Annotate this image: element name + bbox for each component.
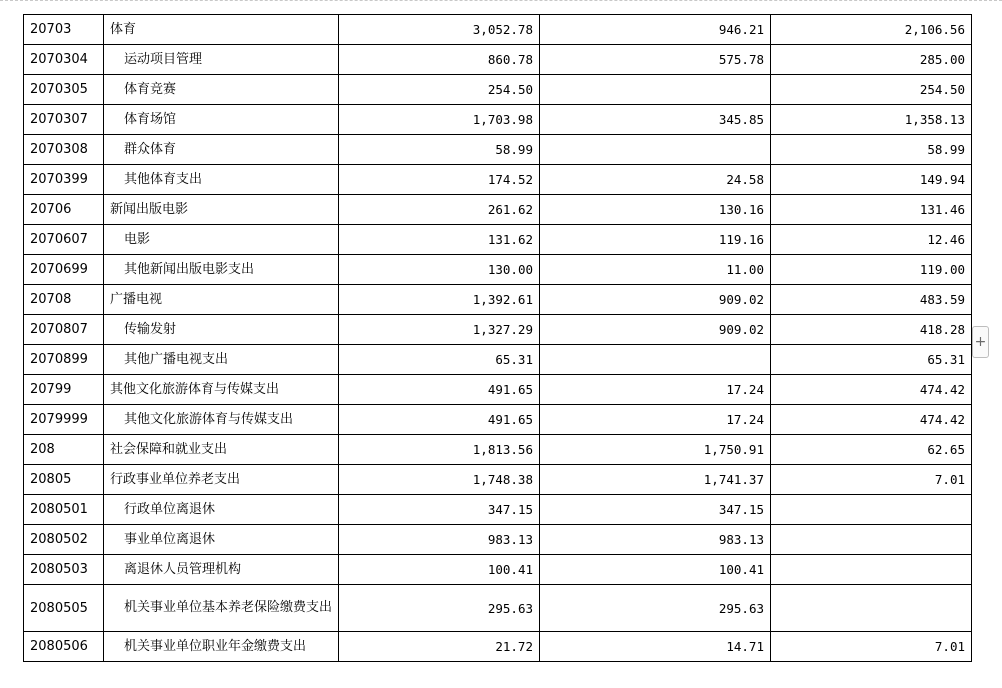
cell-name: 体育场馆 [104, 105, 339, 135]
cell-code: 2070807 [24, 315, 104, 345]
cell-amount-basic: 17.24 [540, 405, 771, 435]
cell-code: 20805 [24, 465, 104, 495]
cell-amount-basic: 345.85 [540, 105, 771, 135]
cell-amount-total: 1,327.29 [339, 315, 540, 345]
cell-amount-project: 474.42 [771, 405, 972, 435]
cell-code: 20708 [24, 285, 104, 315]
table-row [24, 285, 972, 315]
table-row [24, 345, 972, 375]
cell-amount-total: 491.65 [339, 375, 540, 405]
cell-amount-basic: 130.16 [540, 195, 771, 225]
table-row [24, 465, 972, 495]
cell-amount-total: 347.15 [339, 495, 540, 525]
plus-icon: + [974, 334, 987, 350]
cell-code: 2070607 [24, 225, 104, 255]
cell-name: 电影 [104, 225, 339, 255]
cell-amount-project: 483.59 [771, 285, 972, 315]
cell-amount-total: 58.99 [339, 135, 540, 165]
table-row [24, 15, 972, 45]
cell-name: 传输发射 [104, 315, 339, 345]
cell-amount-total: 295.63 [339, 585, 540, 632]
cell-code: 2080503 [24, 555, 104, 585]
table-row [24, 195, 972, 225]
cell-amount-total: 3,052.78 [339, 15, 540, 45]
table-row [24, 632, 972, 662]
cell-amount-basic: 24.58 [540, 165, 771, 195]
cell-amount-basic [540, 345, 771, 375]
cell-code: 2080506 [24, 632, 104, 662]
cell-amount-basic: 946.21 [540, 15, 771, 45]
cell-amount-project: 131.46 [771, 195, 972, 225]
cell-amount-total: 130.00 [339, 255, 540, 285]
cell-amount-project [771, 555, 972, 585]
cell-amount-total: 174.52 [339, 165, 540, 195]
cell-code: 2070307 [24, 105, 104, 135]
cell-name: 行政事业单位养老支出 [104, 465, 339, 495]
cell-name: 群众体育 [104, 135, 339, 165]
cell-name: 社会保障和就业支出 [104, 435, 339, 465]
cell-amount-project [771, 525, 972, 555]
cell-amount-basic [540, 75, 771, 105]
cell-name: 新闻出版电影 [104, 195, 339, 225]
table-row [24, 375, 972, 405]
cell-name: 事业单位离退休 [104, 525, 339, 555]
page-top-border [0, 0, 1002, 1]
table-row [24, 45, 972, 75]
budget-table [23, 14, 972, 662]
table-row [24, 225, 972, 255]
cell-amount-project: 65.31 [771, 345, 972, 375]
cell-amount-project [771, 585, 972, 632]
cell-amount-total: 254.50 [339, 75, 540, 105]
table-row [24, 555, 972, 585]
cell-code: 2070699 [24, 255, 104, 285]
cell-amount-basic [540, 135, 771, 165]
cell-amount-basic: 909.02 [540, 285, 771, 315]
cell-amount-total: 1,703.98 [339, 105, 540, 135]
table-row [24, 585, 972, 632]
cell-code: 2070305 [24, 75, 104, 105]
cell-amount-total: 860.78 [339, 45, 540, 75]
cell-amount-basic: 295.63 [540, 585, 771, 632]
table-row [24, 495, 972, 525]
cell-amount-basic: 100.41 [540, 555, 771, 585]
cell-amount-project: 7.01 [771, 632, 972, 662]
cell-amount-project: 58.99 [771, 135, 972, 165]
cell-amount-project: 1,358.13 [771, 105, 972, 135]
cell-code: 20703 [24, 15, 104, 45]
cell-name: 其他文化旅游体育与传媒支出 [104, 375, 339, 405]
cell-amount-project: 149.94 [771, 165, 972, 195]
add-row-button[interactable] [972, 326, 989, 358]
cell-name: 机关事业单位基本养老保险缴费支出 [104, 585, 339, 632]
cell-code: 2079999 [24, 405, 104, 435]
cell-amount-project: 119.00 [771, 255, 972, 285]
cell-code: 2070308 [24, 135, 104, 165]
cell-amount-total: 983.13 [339, 525, 540, 555]
table-body [24, 15, 972, 662]
cell-code: 2080505 [24, 585, 104, 632]
cell-name: 机关事业单位职业年金缴费支出 [104, 632, 339, 662]
cell-amount-project: 62.65 [771, 435, 972, 465]
cell-amount-project: 474.42 [771, 375, 972, 405]
cell-amount-basic: 11.00 [540, 255, 771, 285]
cell-amount-basic: 909.02 [540, 315, 771, 345]
cell-amount-total: 65.31 [339, 345, 540, 375]
cell-code: 2070899 [24, 345, 104, 375]
cell-amount-basic: 575.78 [540, 45, 771, 75]
cell-amount-total: 100.41 [339, 555, 540, 585]
cell-amount-total: 21.72 [339, 632, 540, 662]
cell-amount-total: 491.65 [339, 405, 540, 435]
table-row [24, 315, 972, 345]
cell-amount-project: 12.46 [771, 225, 972, 255]
cell-amount-basic: 983.13 [540, 525, 771, 555]
cell-name: 离退休人员管理机构 [104, 555, 339, 585]
cell-amount-basic: 14.71 [540, 632, 771, 662]
cell-amount-project: 2,106.56 [771, 15, 972, 45]
cell-amount-total: 261.62 [339, 195, 540, 225]
table-row [24, 435, 972, 465]
cell-name: 其他广播电视支出 [104, 345, 339, 375]
table-row [24, 165, 972, 195]
cell-amount-project: 418.28 [771, 315, 972, 345]
cell-name: 广播电视 [104, 285, 339, 315]
cell-code: 20706 [24, 195, 104, 225]
cell-name: 行政单位离退休 [104, 495, 339, 525]
cell-code: 2080501 [24, 495, 104, 525]
cell-amount-project [771, 495, 972, 525]
cell-code: 208 [24, 435, 104, 465]
cell-amount-basic: 1,741.37 [540, 465, 771, 495]
cell-amount-basic: 17.24 [540, 375, 771, 405]
table-row [24, 135, 972, 165]
cell-name: 运动项目管理 [104, 45, 339, 75]
cell-code: 2070304 [24, 45, 104, 75]
cell-code: 2070399 [24, 165, 104, 195]
cell-amount-total: 131.62 [339, 225, 540, 255]
cell-name: 体育竞赛 [104, 75, 339, 105]
cell-amount-basic: 119.16 [540, 225, 771, 255]
cell-code: 20799 [24, 375, 104, 405]
cell-amount-basic: 1,750.91 [540, 435, 771, 465]
cell-amount-total: 1,392.61 [339, 285, 540, 315]
table-row [24, 105, 972, 135]
cell-name: 其他体育支出 [104, 165, 339, 195]
table-row [24, 255, 972, 285]
cell-amount-project: 285.00 [771, 45, 972, 75]
table-row [24, 75, 972, 105]
cell-amount-basic: 347.15 [540, 495, 771, 525]
table-row [24, 405, 972, 435]
cell-amount-total: 1,748.38 [339, 465, 540, 495]
cell-name: 其他文化旅游体育与传媒支出 [104, 405, 339, 435]
table-row [24, 525, 972, 555]
cell-name: 体育 [104, 15, 339, 45]
cell-amount-project: 254.50 [771, 75, 972, 105]
cell-amount-total: 1,813.56 [339, 435, 540, 465]
cell-amount-project: 7.01 [771, 465, 972, 495]
cell-name: 其他新闻出版电影支出 [104, 255, 339, 285]
cell-code: 2080502 [24, 525, 104, 555]
